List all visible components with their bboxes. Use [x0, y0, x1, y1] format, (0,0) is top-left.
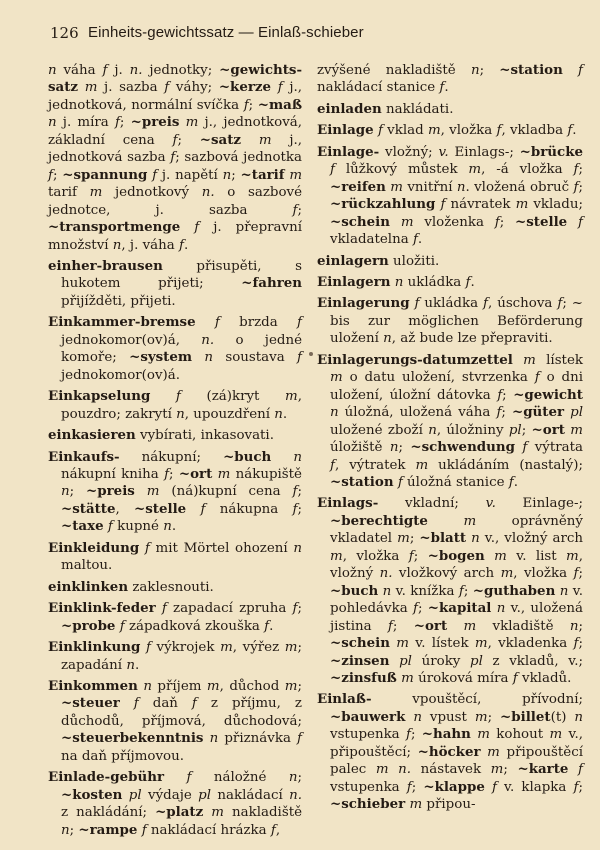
dictionary-entry: Einlage f vklad m, vložka f, vkladba f. — [317, 122, 577, 139]
dictionary-entry: Einlagerung f ukládka f, úschova f; ~ bis zur möglichen Beförderung uložení n, až bude lze přepraviti. — [317, 295, 583, 347]
dictionary-entry: zvýšené nakladiště n; ~station f nakládací stanice f. — [317, 62, 583, 96]
dictionary-entry: einher-brausen přisupěti, s hukotem přijeti; ~fahren přijížděti, přijeti. — [48, 257, 302, 309]
dictionary-entry: n váha f j. n. jednotky; ~gewichts-satz m j. sazba f váhy; ~kerze f j., jednotková, normální svíčka f; ~maß n j. míra f; ~preis m j., jednotková, základní cena f; ~satz m j., jednotková sazba f; sazbová jednotka f; ~spannung f j. napětí n; ~tarif m tarif m jednotkový n. o sazbové jednotce, j. sazba f; ~transportmenge f j. přepravní množství n, j. váha f. — [48, 62, 303, 253]
dictionary-entry: Einkommen n příjem m, důchod m; ~steuer f daň f z příjmu, z důchodů, příjmová, důchodová; ~steuerbekenntnis n přiznávka f na daň příjmovou. — [48, 677, 303, 764]
dictionary-entry: Einklink-feder f zapadací zpruha f; ~probe f západková zkouška f. — [48, 600, 302, 634]
dictionary-entry: Einlags- vkladní; v. Einlage-; ~berechtigte m oprávněný vkladatel m; ~blatt n v., vložný arch m, vložka f; ~bogen m v. list m, vložný n. vložkový arch m, vložka f; ~buch n v. knížka f; ~guthaben n v. pohledávka f; ~kapital n v., uložená jistina f; ~ort m vkladiště n; ~schein m v. lístek m, vkladenka f; ~zinsen pl úroky pl z vkladů, v.; ~zinsfuß m úroková míra f vkladů. — [317, 495, 584, 686]
dictionary-entry: Einlaß- vpouštěcí, přívodní; ~bauwerk n vpust m; ~billet(t) n vstupenka f; ~hahn m kohout m v., připouštěcí; ~höcker m připouštěcí palec m n. nástavek m; ~karte f vstupenka f; ~klappe f v. klapka f; ~schieber m připou- — [317, 691, 583, 813]
dictionary-entry: einklinken zaklesnouti. — [48, 578, 214, 595]
dictionary-entry: Einkaufs- nákupní; ~buch n nákupní kniha f; ~ort m nákupiště n; ~preis m (ná)kupní cena f; ~stätte, ~stelle f nákupna f; ~taxe f kupné n. — [48, 448, 302, 535]
page-header — [50, 24, 564, 46]
running-title: Einheits-gewichtssatz — Einlaß-schieber — [88, 24, 364, 41]
dictionary-entry: Einlage- vložný; v. Einlags-; ~brücke f lůžkový můstek m, -á vložka f; ~reifen m vnitřní n. vložená obruč f; ~rückzahlung f návratek m vkladu; ~schein m vloženka f; ~stelle f vkladatelna f. — [317, 143, 583, 248]
dictionary-entry: einlagern uložiti. — [317, 252, 440, 269]
dictionary-entry: einladen nakládati. — [317, 100, 454, 117]
dictionary-entry: Einlagern n ukládka f. — [317, 273, 475, 290]
dictionary-entry: einkasieren vybírati, inkasovati. — [48, 427, 274, 444]
dictionary-entry: Einkleidung f mit Mörtel ohození n maltou. — [48, 539, 302, 574]
dictionary-entry: Einkapselung f (zá)kryt m, pouzdro; zakrytí n, upouzdření n. — [48, 388, 302, 422]
right-column — [317, 62, 583, 818]
dictionary-entry: Einkammer-bremse f brzda f jednokomor(ov)á, n. o jedné komoře; ~system n soustava f jednokomor(ov)á. — [48, 314, 303, 383]
dictionary-entry: Einlade-gebühr f náložné n; ~kosten pl výdaje pl nakládací n. z nakládání; ~platz m nakladiště n; ~rampe f nakládací hrázka f, — [48, 769, 302, 838]
dictionary-entry: Einlagerungs-datumzettel m lístek m o datu uložení, stvrzenka f o dni uložení, úložní dátovka f; ~gewicht n úložná, uložená váha f; ~güter pl uložené zboží n, úložniny pl; ~ort m úložiště n; ~schwendung f výtrata f, výtratek m ukládáním (nastalý); ~station f úložná stanice f. — [317, 351, 583, 490]
dictionary-entry: Einklinkung f výkrojek m, výřez m; zapadání n. — [48, 639, 302, 673]
print-speck — [309, 352, 313, 356]
left-column — [48, 62, 302, 843]
page-number: 126 — [50, 24, 79, 42]
